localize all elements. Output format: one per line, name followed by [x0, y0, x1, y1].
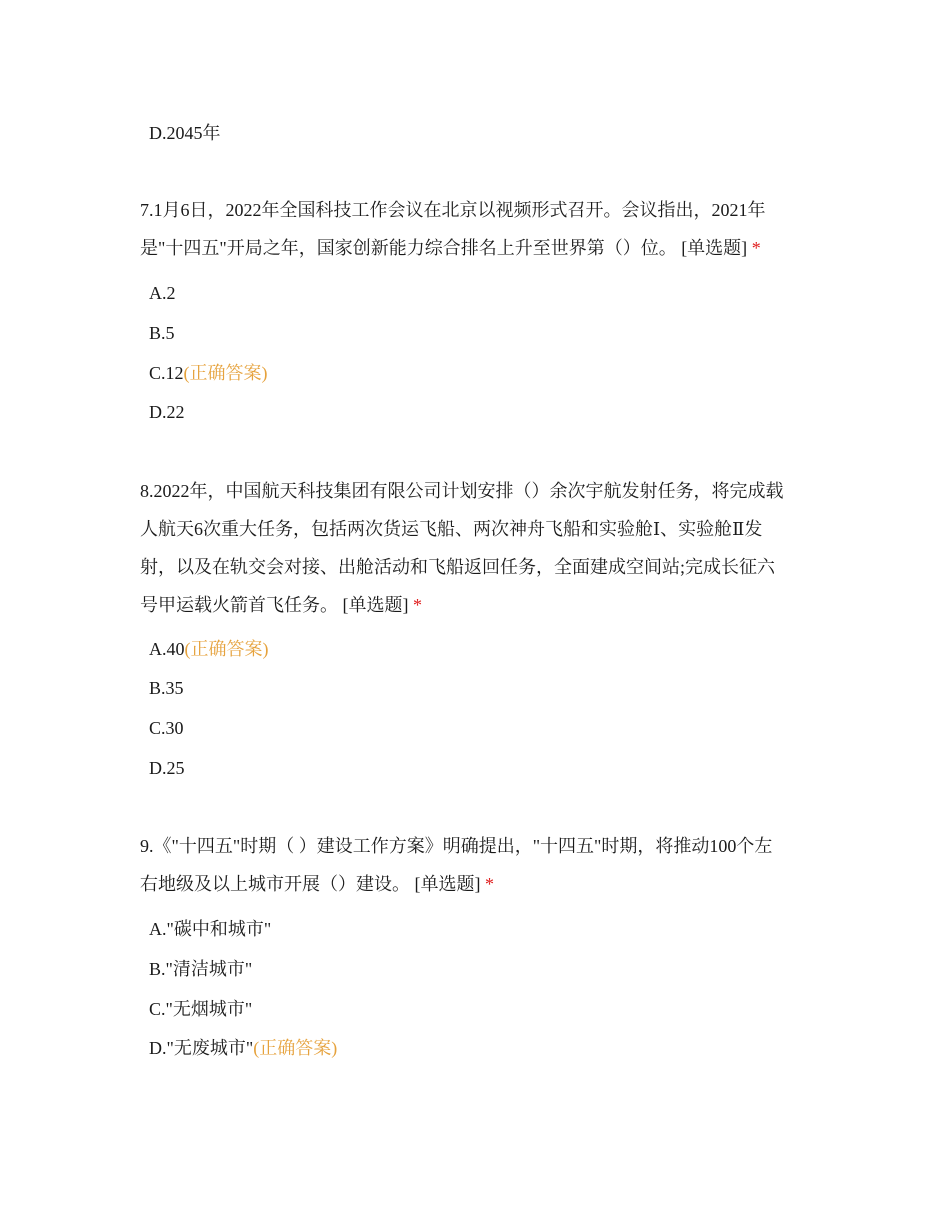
- option-a: A.2: [149, 283, 176, 303]
- question-text-line: 号甲运载火箭首飞任务。 [单选题] *: [140, 595, 422, 615]
- required-asterisk: *: [485, 874, 494, 894]
- option-b: B."清洁城市": [149, 959, 253, 979]
- question-text-line: 7.1月6日，2022年全国科技工作会议在北京以视频形式召开。会议指出，2021年: [140, 200, 766, 220]
- option-a: A.40(正确答案): [149, 639, 269, 659]
- option-c: C.30: [149, 718, 184, 738]
- question-text-line: 9.《"十四五"时期（ ）建设工作方案》明确提出，"十四五"时期，将推动100个左: [140, 836, 773, 856]
- correct-answer-note: (正确答案): [184, 639, 269, 659]
- option-text: D.2045年: [149, 123, 221, 143]
- question-text-line: 是"十四五"开局之年，国家创新能力综合排名上升至世界第（）位。 [单选题] *: [140, 238, 761, 258]
- option-d: D.22: [149, 402, 185, 422]
- question-text-line: 右地级及以上城市开展（）建设。 [单选题] *: [140, 874, 494, 894]
- option-a: A."碳中和城市": [149, 919, 272, 939]
- required-asterisk: *: [751, 238, 761, 258]
- correct-answer-note: (正确答案): [183, 363, 268, 383]
- question-text-line: 8.2022年，中国航天科技集团有限公司计划安排（）余次宇航发射任务，将完成载: [140, 481, 784, 501]
- question-text-line: 射，以及在轨交会对接、出舱活动和飞船返回任务，全面建成空间站;完成长征六: [140, 557, 775, 577]
- option-b: B.35: [149, 678, 184, 698]
- correct-answer-note: (正确答案): [253, 1038, 338, 1058]
- question-text-line: 人航天6次重大任务，包括两次货运飞船、两次神舟飞船和实验舱Ⅰ、实验舱Ⅱ发: [140, 519, 763, 539]
- option-b: B.5: [149, 323, 175, 343]
- option-d: D.25: [149, 758, 185, 778]
- required-asterisk: *: [413, 595, 422, 615]
- option-d: D."无废城市"(正确答案): [149, 1038, 338, 1058]
- option-c: C.12(正确答案): [149, 363, 268, 383]
- option-d-prev: [149, 121, 221, 145]
- option-c: C."无烟城市": [149, 999, 253, 1019]
